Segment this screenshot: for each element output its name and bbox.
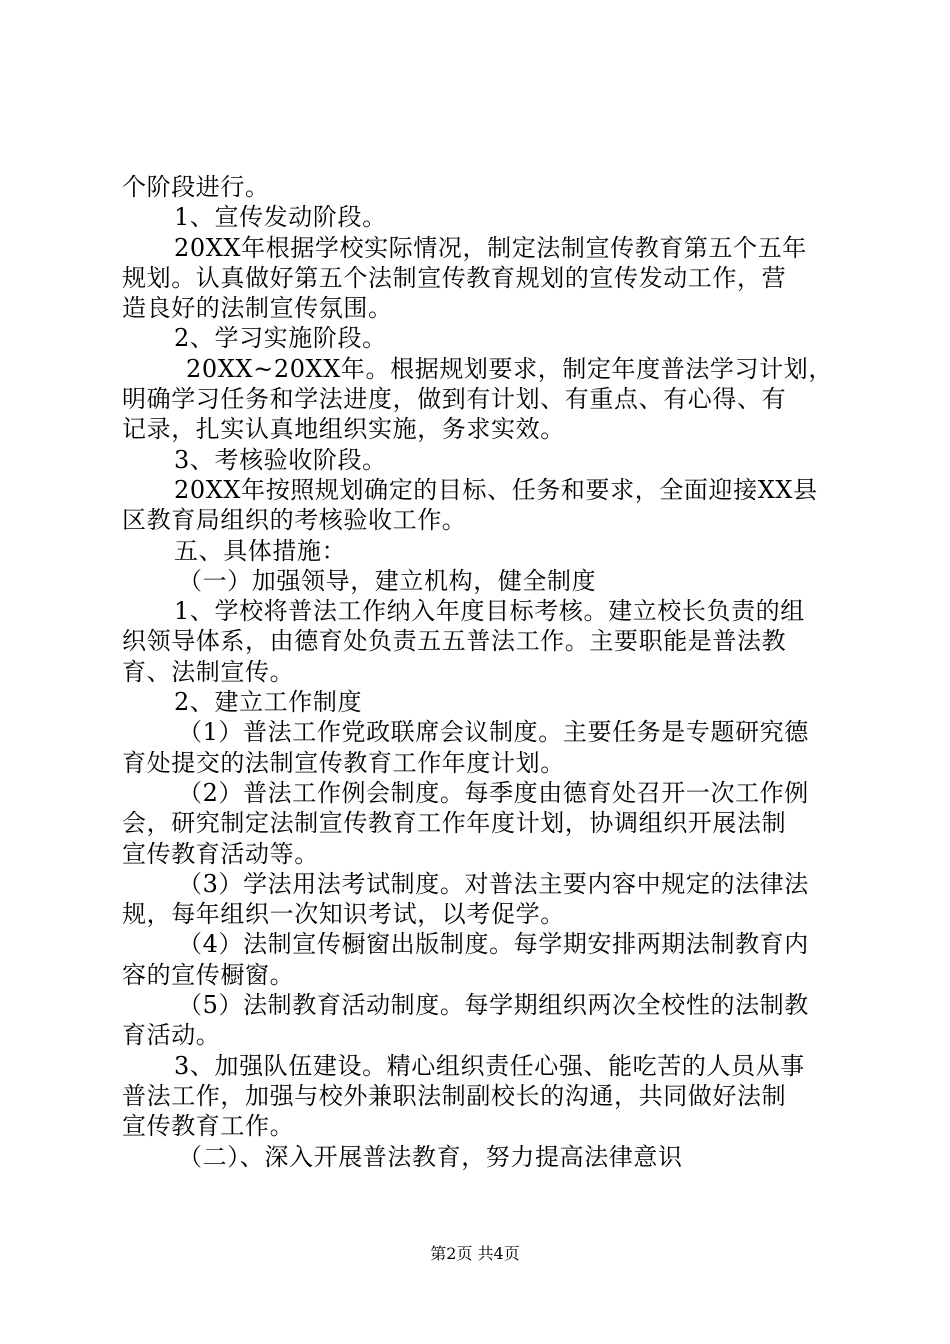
text-line: 记录，扎实认真地组织实施，务求实效。 (122, 415, 565, 444)
text-line: 20XX年根据学校实际情况，制定法制宣传教育第五个五年 (174, 233, 807, 262)
text-line: 规划。认真做好第五个法制宣传教育规划的宣传发动工作，营 (122, 263, 787, 292)
text-line: 织领导体系，由德育处负责五五普法工作。主要职能是普法教 (122, 627, 787, 656)
section-heading: 2、学习实施阶段。 (174, 324, 387, 353)
section-heading: 1、宣传发动阶段。 (174, 203, 387, 232)
text-line: （1）普法工作党政联席会议制度。主要任务是专题研究德 (178, 718, 809, 747)
text-line: 1、学校将普法工作纳入年度目标考核。建立校长负责的组 (174, 597, 805, 626)
section-heading: 3、考核验收阶段。 (174, 445, 387, 474)
text-line: 育、法制宣传。 (122, 657, 295, 686)
text-line: 宣传教育工作。 (122, 1112, 295, 1141)
text-line: 造良好的法制宣传氛围。 (122, 294, 393, 323)
text-line: （4）法制宣传橱窗出版制度。每学期安排两期法制教育内 (178, 930, 809, 959)
text-line: 会，研究制定法制宣传教育工作年度计划，协调组织开展法制 (122, 809, 787, 838)
text-line: 20XX年按照规划确定的目标、任务和要求，全面迎接XX县 (174, 475, 818, 504)
subsection-heading: （一）加强领导，建立机构，健全制度 (178, 566, 597, 595)
text-line: （3）学法用法考试制度。对普法主要内容中规定的法律法 (178, 869, 809, 898)
section-heading: 2、建立工作制度 (174, 688, 363, 717)
text-line: 区教育局组织的考核验收工作。 (122, 506, 467, 535)
text-line: 育活动。 (122, 1021, 221, 1050)
text-line: 普法工作，加强与校外兼职法制副校长的沟通，共同做好法制 (122, 1081, 787, 1110)
text-line: 个阶段进行。 (122, 173, 270, 201)
text-line: 规，每年组织一次知识考试，以考促学。 (122, 900, 565, 929)
section-heading: 五、具体措施： (174, 536, 347, 565)
text-line: 3、加强队伍建设。精心组织责任心强、能吃苦的人员从事 (174, 1051, 805, 1080)
text-line: 育处提交的法制宣传教育工作年度计划。 (122, 748, 565, 777)
text-line: 宣传教育活动等。 (122, 839, 319, 868)
text-line: 20XX~20XX年。根据规划要求，制定年度普法学习计划， (186, 354, 833, 383)
text-line: 明确学习任务和学法进度，做到有计划、有重点、有心得、有 (122, 385, 787, 414)
subsection-heading: （二）、深入开展普法教育，努力提高法律意识 (178, 1142, 683, 1171)
page-footer (0, 1244, 950, 1264)
text-line: （2）普法工作例会制度。每季度由德育处召开一次工作例 (178, 778, 809, 807)
page-number-label: 第2页 共4页 (430, 1244, 520, 1263)
document-body (122, 172, 834, 1172)
text-line: 容的宣传橱窗。 (122, 960, 295, 989)
text-line: （5）法制教育活动制度。每学期组织两次全校性的法制教 (178, 991, 809, 1020)
